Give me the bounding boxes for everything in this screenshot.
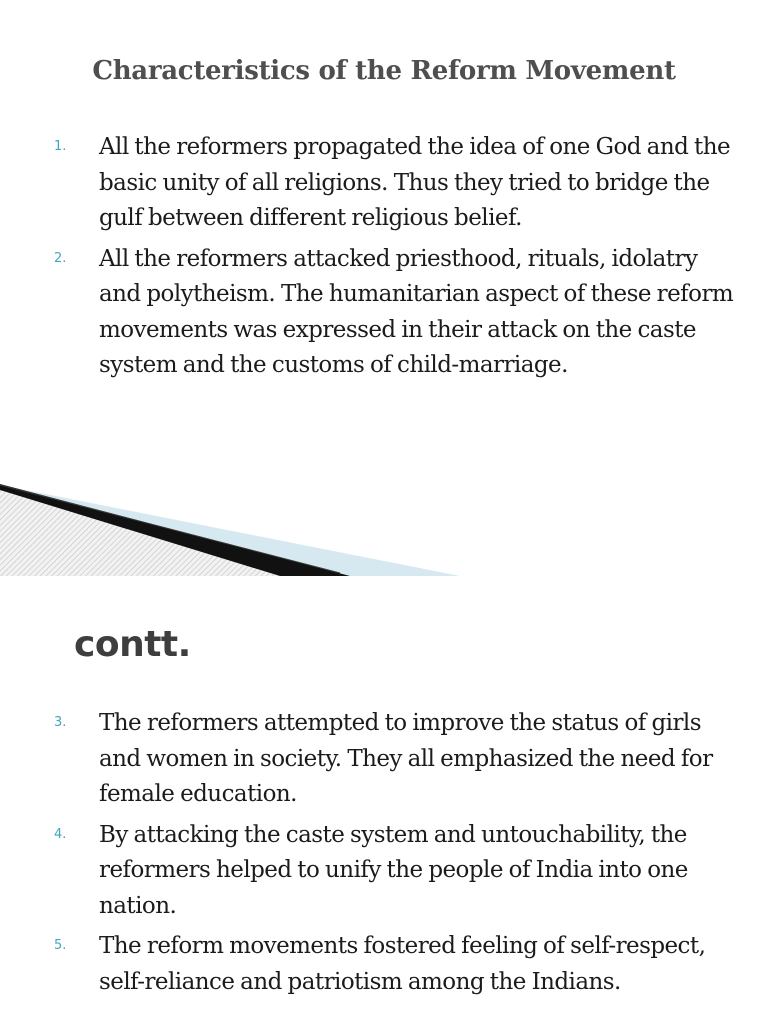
slide-title: Characteristics of the Reform Movement bbox=[92, 56, 676, 86]
list-number: 3. bbox=[54, 715, 67, 730]
list-item-text: The reformers attempted to improve the status of girls and women in society. They all emphasized the need for female education. bbox=[99, 710, 713, 807]
list-item-text: By attacking the caste system and untouchability, the reformers helped to unify the people of India into one nation. bbox=[99, 821, 688, 919]
list-item bbox=[0, 706, 768, 813]
slide-contt bbox=[0, 576, 768, 1024]
list-number: 1. bbox=[54, 139, 67, 154]
list-item bbox=[0, 929, 768, 1000]
list-item bbox=[0, 818, 768, 925]
slide-title: contt. bbox=[74, 624, 191, 665]
list-number: 4. bbox=[54, 826, 67, 842]
list-item-text: All the reformers propagated the idea of one God and the basic unity of all religions. Thus they tried to bridge the gulf between different religious belief. bbox=[99, 134, 731, 231]
list-item-text: All the reformers attacked priesthood, rituals, idolatry and polytheism. The humanitarian aspect of these reform movements was expressed in their attack on the caste system and the customs of child-marriage. bbox=[99, 245, 734, 378]
angled-stripe-divider-icon bbox=[0, 480, 460, 576]
points-list bbox=[0, 130, 768, 389]
list-item bbox=[0, 242, 768, 384]
list-number: 2. bbox=[54, 250, 67, 266]
list-item-text: The reform movements fostered feeling of self-respect, self-reliance and patriotism among the Indians. bbox=[99, 933, 706, 995]
points-list bbox=[0, 706, 768, 1005]
list-number: 5. bbox=[54, 938, 67, 953]
list-item bbox=[0, 130, 768, 237]
